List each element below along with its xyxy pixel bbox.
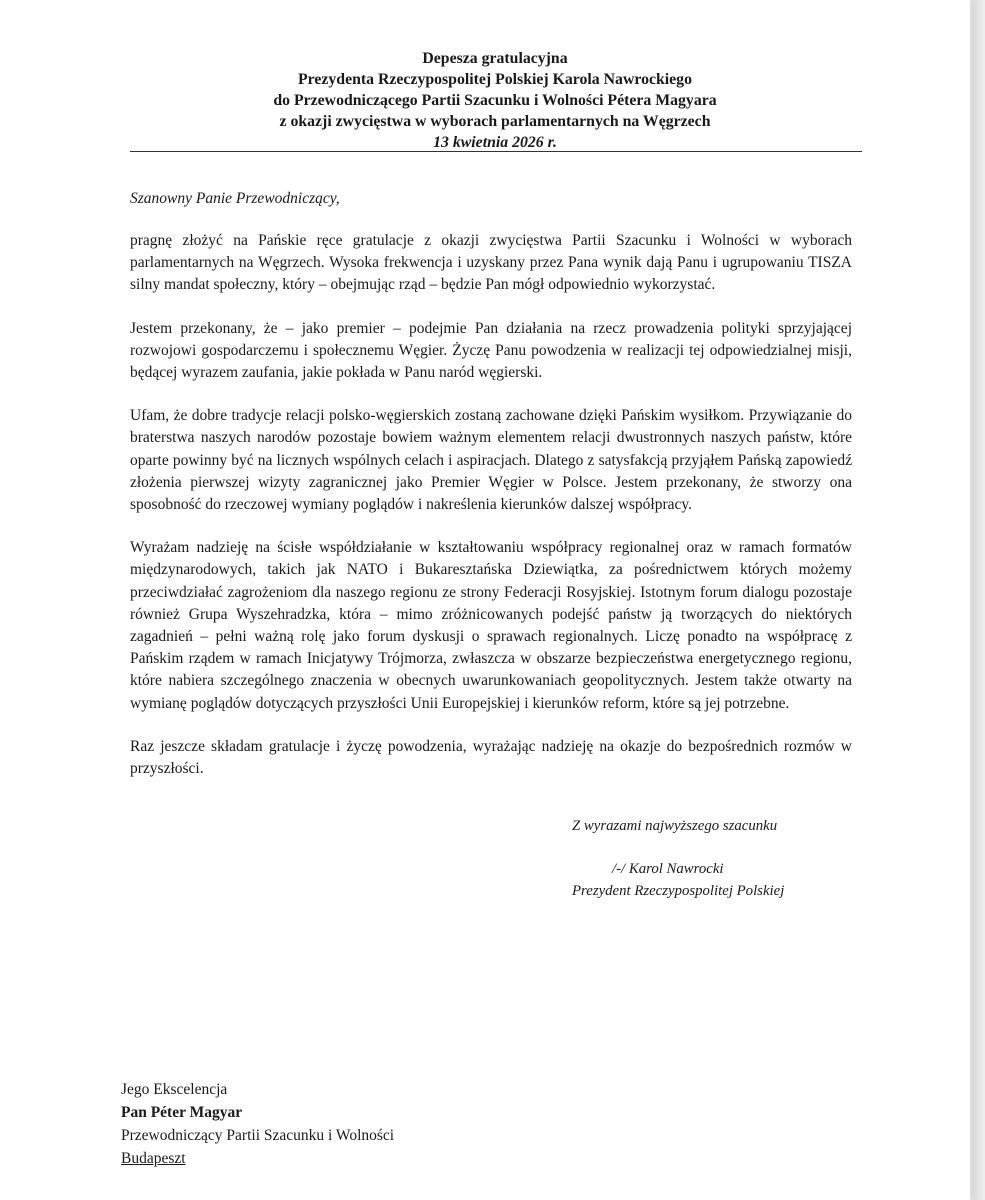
header-recipient: do Przewodniczącego Partii Szacunku i Wolności Pétera Magyara [273,92,717,109]
header-title: Depesza gratulacyjna [422,50,568,67]
body-paragraph-5: Raz jeszcze składam gratulacje i życzę powodzenia, wyrażając nadzieję na okazje do bezpośrednich rozmów w przyszłości. [130,737,852,778]
letter-body [130,230,852,801]
body-paragraph-2: Jestem przekonany, że – jako premier – podejmie Pan działania na rzecz prowadzenia polityki sprzyjającej rozwojowi gospodarczemu i społecznemu Węgier. Życzę Panu powodzenia w realizacji tej odpowiedzialnej misji, będącej wyrazem zaufania, jakie pokłada w Panu naród węgierski. [130,319,852,382]
salutation: Szanowny Panie Przewodniczący, [130,190,340,207]
letter-header [130,48,860,153]
signature-name: /-/ Karol Nawrocki [612,861,724,877]
address-position: Przewodniczący Partii Szacunku i Wolności [121,1127,395,1144]
header-date: 13 kwietnia 2026 r. [433,134,557,151]
page-edge-shadow [972,0,985,1200]
header-sender: Prezydenta Rzeczypospolitej Polskiej Karola Nawrockiego [298,71,692,88]
address-city: Budapeszt [121,1150,186,1167]
header-divider [130,151,862,152]
address-honorific: Jego Ekscelencja [121,1081,228,1098]
body-paragraph-1: pragnę złożyć na Pańskie ręce gratulacje z okazji zwycięstwa Partii Szacunku i Wolności w wyborach parlamentarnych na Węgrzech. Wysoka frekwencja i uzyskany przez Pana wynik dają Panu i ugrupowaniu TISZA silny mandat społeczny, który – obejmując rząd – będzie Pan mógł odpowiednio wykorzystać. [130,232,852,294]
body-paragraph-3: Ufam, że dobre tradycje relacji polsko-węgierskich zostaną zachowane dzięki Pańskim wysiłkom. Przywiązanie do braterstwa naszych narodów pozostaje bowiem ważnym elementem relacji dwustronnych naszych państw, które oparte powinny być na licznych wspólnych celach i aspiracjach. Dlatego z satysfakcją przyjąłem Pańską zapowiedź złożenia pierwszej wizyty zagranicznej jako Premier Węgier w Polsce. Jestem przekonany, że stworzy ona sposobność do rzeczowej wymiany poglądów i nakreślenia kierunków dalszej współpracy. [130,407,852,514]
address-name: Pan Péter Magyar [121,1104,243,1121]
signature-title: Prezydent Rzeczypospolitej Polskiej [572,883,785,899]
signature-block [572,858,872,902]
recipient-address [121,1078,394,1170]
body-paragraph-4: Wyrażam nadzieję na ścisłe współdziałanie w kształtowaniu współpracy regionalnej oraz w ramach formatów międzynarodowych, takich jak NATO i Bukaresztańska Dziewiątka, za pośrednictwem których możemy przeciwdziałać zagrożeniom dla naszego regionu ze strony Federacji Rosyjskiej. Istotnym forum dialogu pozostaje również Grupa Wyszehradzka, która – mimo zróżnicowanych podejść państw ją tworzących do niektórych zagadnień – pełni ważną rolę jako forum dyskusji o sprawach regionalnych. Liczę ponadto na współpracę z Pańskim rządem w ramach Inicjatywy Trójmorza, zwłaszcza w obszarze bezpieczeństwa energetycznego regionu, które nabiera szczególnego znaczenia w obecnych uwarunkowaniach geopolitycznych. Jestem także otwarty na wymianę poglądów dotyczących przyszłości Unii Europejskiej i kierunków reform, które są jej potrzebne. [130,539,852,712]
closing-phrase: Z wyrazami najwyższego szacunku [572,818,778,834]
header-occasion: z okazji zwycięstwa w wyborach parlamentarnych na Węgrzech [279,113,711,130]
